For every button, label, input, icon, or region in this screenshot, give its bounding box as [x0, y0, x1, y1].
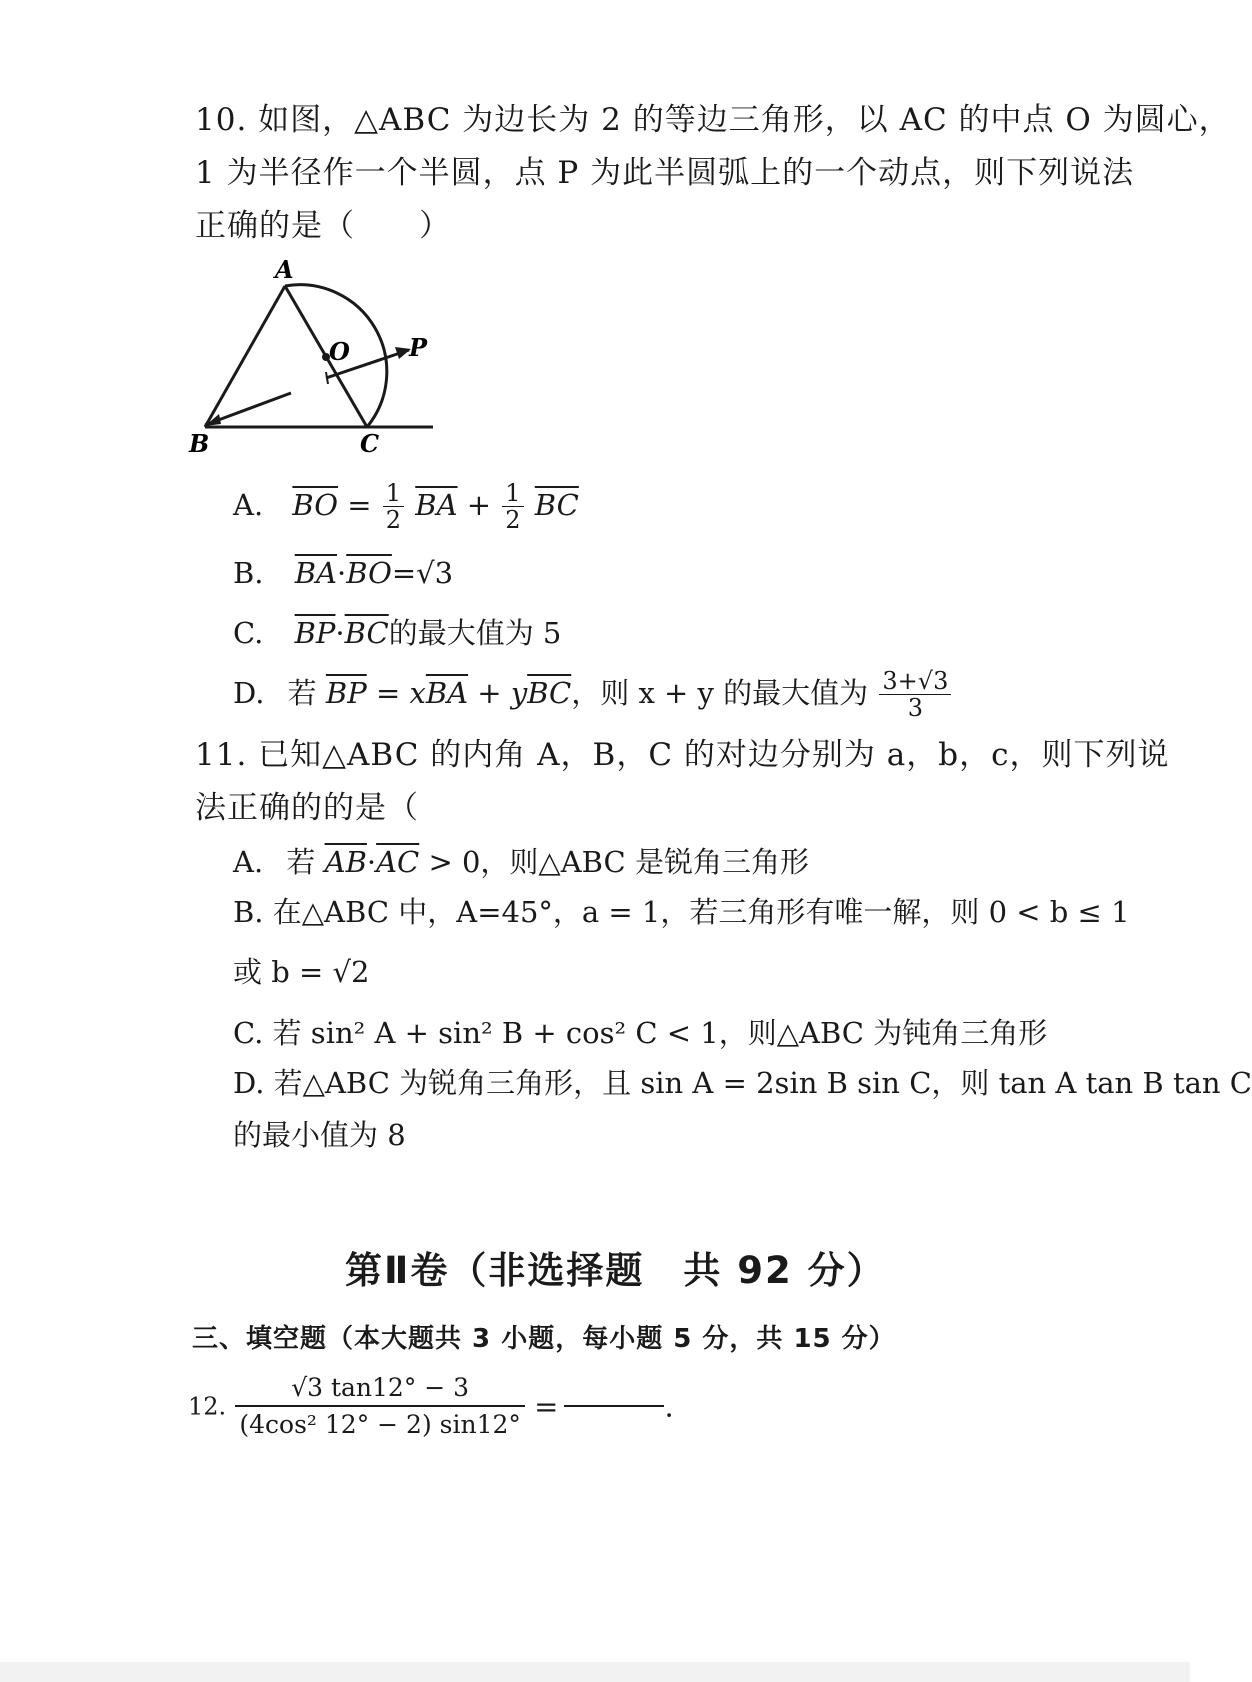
- footer-band: [0, 1662, 1190, 1682]
- vec-BO: $\overline{BO}$: [292, 487, 339, 522]
- label-O: O: [329, 337, 350, 366]
- q10-figure: [189, 255, 455, 460]
- frac-half-1: $\frac{1}{2}$: [383, 480, 404, 534]
- dot: ·: [366, 845, 377, 879]
- option-pre: 若: [287, 675, 317, 710]
- rhs: =√3: [391, 556, 454, 590]
- eq-sign: =: [534, 1389, 559, 1424]
- q11-line2: 法正确的的是（: [195, 790, 419, 826]
- fill-in-heading: 三、填空题（本大题共 3 小题，每小题 5 分，共 15 分）: [192, 1324, 896, 1354]
- vec-BA: $\overline{BA}$: [415, 487, 458, 522]
- q11-option-B-line1: B. 在△ABC 中，A=45°，a = 1，若三角形有唯一解，则 0 < b ≤ 1: [233, 895, 1130, 929]
- frac-answer: $\frac{3+√3}{3}$: [879, 668, 951, 722]
- label-C: C: [360, 429, 380, 458]
- label-B: B: [189, 429, 210, 458]
- q11-option-D-line1: D. 若△ABC 为锐角三角形，且 sin A = 2sin B sin C，则 tan A tan B tan C: [233, 1066, 1252, 1100]
- label-P: P: [409, 333, 428, 362]
- vec-BP: $\overline{BP}$: [294, 616, 336, 650]
- vec-BC: $\overline{BC}$: [344, 616, 389, 650]
- vec-AB: $\overline{AB}$: [324, 845, 367, 879]
- x-coef: = x: [375, 675, 426, 710]
- option-label: A.: [233, 845, 264, 879]
- frac-half-2: $\frac{1}{2}$: [502, 480, 523, 534]
- vec-AC: $\overline{AC}$: [376, 845, 420, 879]
- option-text: 的最大值为 5: [388, 616, 562, 650]
- q11-option-D-line2: 的最小值为 8: [233, 1118, 406, 1152]
- vec-BA: $\overline{BA}$: [425, 675, 469, 710]
- option-label: A.: [233, 487, 264, 522]
- option-label: D.: [233, 675, 265, 710]
- plus-sign: +: [466, 487, 492, 522]
- q12-label: 12.: [188, 1392, 227, 1421]
- option-label: C.: [233, 616, 264, 650]
- option-text: ，则 x + y 的最大值为: [571, 675, 869, 710]
- option-pre: 若: [286, 845, 316, 879]
- q10-line3: 正确的是（ ）: [195, 208, 451, 244]
- q12-denominator: (4cos² 12° − 2) sin12°: [239, 1410, 521, 1440]
- q11-line1: 11. 已知△ABC 的内角 A，B，C 的对边分别为 a，b，c，则下列说: [195, 737, 1170, 773]
- vec-BP: $\overline{BP}$: [325, 675, 367, 710]
- q10-option-C: [233, 613, 561, 653]
- label-A: A: [275, 255, 294, 284]
- vec-BO: $\overline{BO}$: [346, 556, 392, 590]
- vec-BC: $\overline{BC}$: [527, 675, 572, 710]
- vec-BA: $\overline{BA}$: [294, 556, 338, 590]
- period: .: [664, 1389, 674, 1424]
- q11-option-B-line2: 或 b = √2: [233, 955, 370, 989]
- q11-option-C: C. 若 sin² A + sin² B + cos² C < 1，则△ABC 为钝角三角形: [233, 1016, 1048, 1050]
- answer-blank[interactable]: [564, 1405, 664, 1407]
- dot: ·: [335, 616, 345, 650]
- option-label: B.: [233, 556, 264, 590]
- q11-option-A: [233, 842, 809, 882]
- q10-option-D: [233, 668, 953, 722]
- q10-line2: 1 为半径作一个半圆，点 P 为此半圆弧上的一个动点，则下列说法: [195, 155, 1135, 191]
- q12-numerator: √3 tan12° − 3: [235, 1372, 525, 1407]
- side-AB: [205, 286, 285, 427]
- q12: [188, 1372, 674, 1441]
- eq-sign: =: [347, 487, 372, 522]
- q10-option-A: [233, 480, 579, 534]
- y-coef: + y: [477, 675, 528, 710]
- vec-BC: $\overline{BC}$: [534, 487, 579, 522]
- option-text: > 0，则△ABC 是锐角三角形: [428, 845, 809, 879]
- q10-option-B: [233, 553, 453, 593]
- q12-fraction: [235, 1372, 525, 1441]
- section-2-title: 第Ⅱ卷（非选择题 共 92 分）: [345, 1249, 886, 1292]
- q10-line1: 10. 如图，△ABC 为边长为 2 的等边三角形，以 AC 的中点 O 为圆心，: [195, 102, 1231, 138]
- dot: ·: [337, 556, 347, 590]
